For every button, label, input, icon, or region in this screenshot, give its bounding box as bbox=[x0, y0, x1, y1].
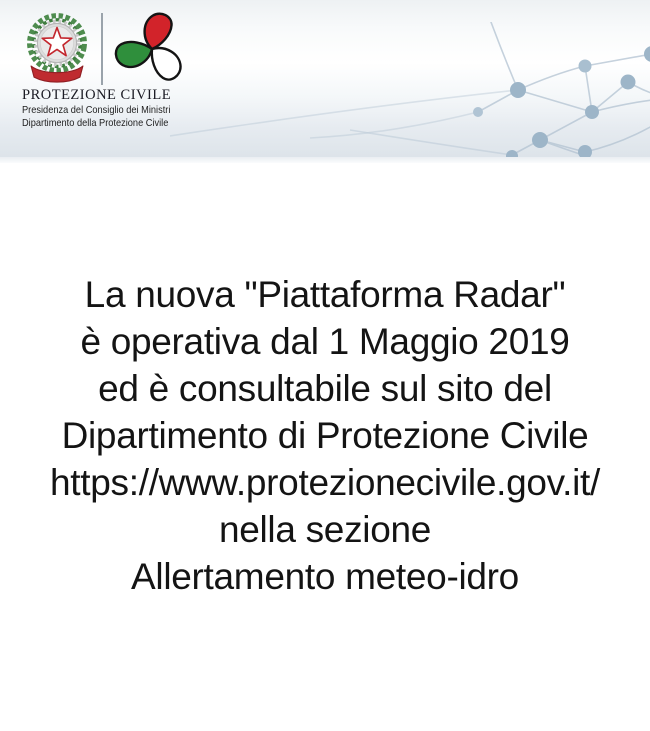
header-banner bbox=[0, 0, 650, 157]
header-bottom-strip bbox=[0, 157, 650, 163]
notice-url: https://www.protezionecivile.gov.it/ bbox=[50, 462, 600, 503]
italy-emblem-icon bbox=[20, 9, 94, 89]
org-subtitle-1: Presidenza del Consiglio dei Ministri bbox=[22, 104, 171, 116]
org-subtitle-2: Dipartimento della Protezione Civile bbox=[22, 117, 169, 129]
notice-line-1: La nuova "Piattaforma Radar" bbox=[84, 274, 566, 315]
logo-divider bbox=[101, 13, 103, 85]
header-org-text bbox=[22, 87, 191, 129]
notice-line-2: è operativa dal 1 Maggio 2019 bbox=[80, 321, 570, 362]
logo-group bbox=[20, 9, 192, 89]
network-graph-icon bbox=[170, 22, 650, 157]
org-title: PROTEZIONE CIVILE bbox=[22, 87, 172, 103]
notice-line-3: ed è consultabile sul sito del bbox=[98, 368, 552, 409]
notice-line-7: Allertamento meteo-idro bbox=[131, 556, 519, 597]
notice-line-6: nella sezione bbox=[218, 509, 432, 550]
notice-text-block bbox=[0, 271, 650, 600]
notice-line-4: Dipartimento di Protezione Civile bbox=[61, 415, 589, 456]
protezione-civile-logo-icon bbox=[112, 9, 192, 89]
